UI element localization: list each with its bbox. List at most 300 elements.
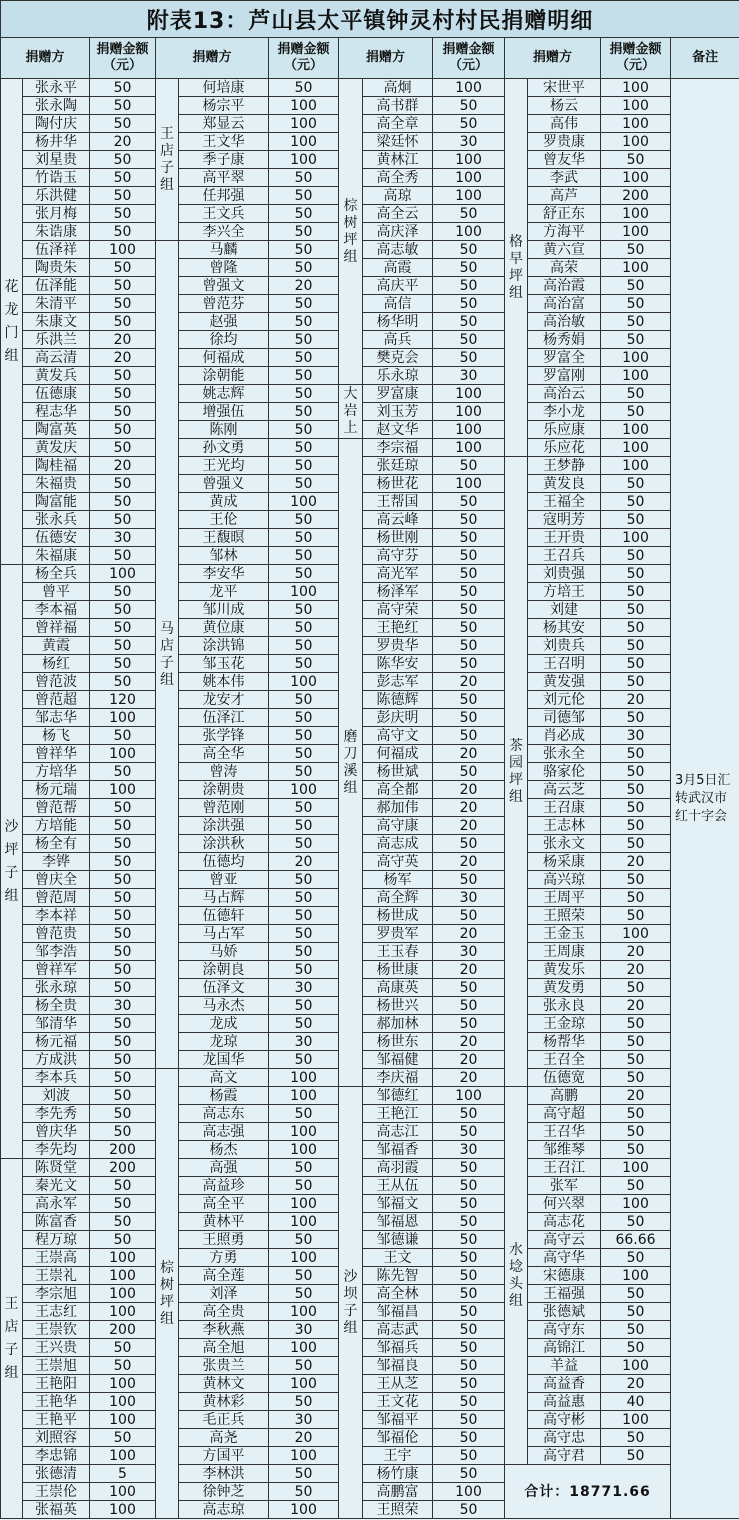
donation-amount: 50 <box>90 1051 156 1069</box>
header-amount-label: 捐赠金额 <box>442 42 495 57</box>
donation-amount: 50 <box>433 1447 505 1465</box>
donor-name: 王崇旭 <box>23 1357 90 1375</box>
donation-amount: 50 <box>269 79 339 97</box>
donor-name: 王志红 <box>23 1303 90 1321</box>
donation-amount: 100 <box>269 133 339 151</box>
donation-amount: 5 <box>90 1465 156 1483</box>
donation-amount: 100 <box>90 1267 156 1285</box>
donation-amount: 30 <box>269 1411 339 1429</box>
donor-name: 陈富香 <box>23 1213 90 1231</box>
donor-name: 陈刚 <box>179 421 269 439</box>
donor-name: 杨帮华 <box>528 1033 601 1051</box>
donation-amount: 50 <box>601 277 671 295</box>
donation-amount: 50 <box>433 1177 505 1195</box>
donor-name: 伍德安 <box>23 529 90 547</box>
donor-name: 高信 <box>363 295 433 313</box>
donation-amount: 50 <box>269 907 339 925</box>
donor-name: 马麟 <box>179 241 269 259</box>
donation-amount: 20 <box>90 133 156 151</box>
donor-name: 杨世花 <box>363 475 433 493</box>
donation-amount: 50 <box>269 169 339 187</box>
donor-name: 骆家伦 <box>528 763 601 781</box>
donor-name: 杨其安 <box>528 619 601 637</box>
donor-name: 高治富 <box>528 295 601 313</box>
table-row <box>1 259 739 277</box>
donation-amount: 50 <box>269 1267 339 1285</box>
donation-amount: 50 <box>601 511 671 529</box>
donor-name: 杨全有 <box>23 835 90 853</box>
donor-name: 肖必成 <box>528 727 601 745</box>
donor-name: 乐永琼 <box>363 367 433 385</box>
donation-amount: 50 <box>90 1339 156 1357</box>
donation-amount: 50 <box>433 1267 505 1285</box>
donor-name: 张德清 <box>23 1465 90 1483</box>
donor-name: 杨世斌 <box>363 763 433 781</box>
table-row <box>1 1195 739 1213</box>
donor-name: 孙文勇 <box>179 439 269 457</box>
table-row <box>1 1015 739 1033</box>
donation-amount: 50 <box>601 889 671 907</box>
donation-amount: 20 <box>433 1069 505 1087</box>
donation-amount: 50 <box>90 619 156 637</box>
donation-amount: 100 <box>269 97 339 115</box>
table-row <box>1 547 739 565</box>
donor-name: 朱福康 <box>23 547 90 565</box>
donation-amount: 50 <box>269 835 339 853</box>
donation-amount: 50 <box>90 763 156 781</box>
remark-note: 3月5日汇转武汉市红十字会 <box>671 79 739 1519</box>
donation-amount: 100 <box>433 223 505 241</box>
donation-amount: 50 <box>90 115 156 133</box>
table-row <box>1 1375 739 1393</box>
donor-name: 伍泽江 <box>179 709 269 727</box>
donation-amount: 50 <box>90 583 156 601</box>
donation-amount: 100 <box>601 925 671 943</box>
donor-name: 何福成 <box>179 349 269 367</box>
donation-amount: 50 <box>269 871 339 889</box>
donation-amount: 50 <box>433 565 505 583</box>
table-row <box>1 835 739 853</box>
donation-amount: 100 <box>269 1195 339 1213</box>
donation-amount: 50 <box>601 151 671 169</box>
donor-name: 方培能 <box>23 817 90 835</box>
donor-name: 李先秀 <box>23 1105 90 1123</box>
donation-amount: 50 <box>433 349 505 367</box>
donation-amount: 20 <box>601 961 671 979</box>
donor-name: 涂洪强 <box>179 817 269 835</box>
donor-name: 王梦静 <box>528 457 601 475</box>
donation-amount: 100 <box>433 385 505 403</box>
donation-amount: 100 <box>90 1501 156 1519</box>
donation-amount: 50 <box>269 709 339 727</box>
donor-name: 邹德红 <box>363 1087 433 1105</box>
donation-amount: 50 <box>90 1123 156 1141</box>
donation-amount: 50 <box>269 457 339 475</box>
table-row <box>1 1267 739 1285</box>
table-row <box>1 1411 739 1429</box>
donation-amount: 100 <box>433 1483 505 1501</box>
donor-name: 曾平 <box>23 583 90 601</box>
donor-name: 邹玉花 <box>179 655 269 673</box>
donation-amount: 30 <box>433 943 505 961</box>
header-amount-unit: （元） <box>102 58 142 73</box>
donor-name: 彭庆明 <box>363 709 433 727</box>
donation-amount: 20 <box>433 925 505 943</box>
donor-name: 朱清平 <box>23 295 90 313</box>
donation-amount: 50 <box>269 799 339 817</box>
donor-name: 乐应花 <box>528 439 601 457</box>
donor-name: 赵文华 <box>363 421 433 439</box>
donor-name: 王艳华 <box>23 1393 90 1411</box>
donation-amount: 50 <box>90 601 156 619</box>
table-row <box>1 907 739 925</box>
donor-name: 王召康 <box>528 799 601 817</box>
donor-name: 王崇伦 <box>23 1483 90 1501</box>
donation-amount: 50 <box>90 403 156 421</box>
donor-name: 黄位康 <box>179 619 269 637</box>
donor-name: 王艳江 <box>363 1105 433 1123</box>
donor-name: 黄发兵 <box>23 367 90 385</box>
donor-name: 曾范贵 <box>23 925 90 943</box>
donor-name: 高羽霞 <box>363 1159 433 1177</box>
donor-name: 李林洪 <box>179 1465 269 1483</box>
donation-amount: 50 <box>433 1303 505 1321</box>
donation-amount: 50 <box>433 619 505 637</box>
donor-name: 王文华 <box>179 133 269 151</box>
donor-name: 朱诰康 <box>23 223 90 241</box>
donor-name: 王照荣 <box>528 907 601 925</box>
donation-amount: 20 <box>601 691 671 709</box>
table-row <box>1 637 739 655</box>
donation-amount: 50 <box>601 583 671 601</box>
donation-amount: 50 <box>90 889 156 907</box>
donor-name: 王兴贵 <box>23 1339 90 1357</box>
donor-name: 邹福香 <box>363 1141 433 1159</box>
donor-name: 马永杰 <box>179 997 269 1015</box>
donation-amount: 20 <box>269 277 339 295</box>
group-label: 格早坪组 <box>505 79 528 457</box>
donor-name: 罗贵康 <box>528 133 601 151</box>
donor-name: 张永良 <box>528 997 601 1015</box>
donor-name: 曾庆华 <box>23 1123 90 1141</box>
donor-name: 王周康 <box>528 943 601 961</box>
donation-amount: 50 <box>433 1213 505 1231</box>
donor-name: 李安华 <box>179 565 269 583</box>
table-row <box>1 727 739 745</box>
donation-amount: 50 <box>90 1177 156 1195</box>
header-amount <box>269 38 339 79</box>
donation-amount: 30 <box>433 133 505 151</box>
donation-amount: 50 <box>90 1231 156 1249</box>
table-row <box>1 1465 739 1483</box>
table-row <box>1 241 739 259</box>
donation-amount: 30 <box>433 889 505 907</box>
donor-name: 何兴翠 <box>528 1195 601 1213</box>
donation-amount: 66.66 <box>601 1231 671 1249</box>
donation-amount: 50 <box>601 1447 671 1465</box>
table-row <box>1 1069 739 1087</box>
donor-name: 涂朝贵 <box>179 781 269 799</box>
donor-name: 曾范周 <box>23 889 90 907</box>
donor-name: 宋德康 <box>528 1267 601 1285</box>
donation-amount: 50 <box>269 313 339 331</box>
donor-name: 高治敏 <box>528 313 601 331</box>
donation-amount: 50 <box>433 331 505 349</box>
donation-amount: 50 <box>269 763 339 781</box>
table-row <box>1 1087 739 1105</box>
donation-amount: 50 <box>601 601 671 619</box>
donation-amount: 50 <box>269 727 339 745</box>
donor-name: 高志琼 <box>179 1501 269 1519</box>
donor-name: 刘贵兵 <box>528 637 601 655</box>
donation-amount: 100 <box>601 1195 671 1213</box>
donation-amount: 50 <box>90 1087 156 1105</box>
donor-name: 王文花 <box>363 1393 433 1411</box>
donor-name: 乐应康 <box>528 421 601 439</box>
table-row <box>1 889 739 907</box>
donation-amount: 50 <box>90 313 156 331</box>
donor-name: 王伦 <box>179 511 269 529</box>
donation-amount: 50 <box>90 295 156 313</box>
group-label: 磨刀溪组 <box>339 439 363 1087</box>
donation-amount: 100 <box>269 1447 339 1465</box>
donation-amount: 50 <box>433 115 505 133</box>
header-donor: 捐赠方 <box>505 38 601 79</box>
donation-amount: 50 <box>90 727 156 745</box>
donation-amount: 100 <box>269 151 339 169</box>
donation-amount: 50 <box>90 151 156 169</box>
table-row <box>1 493 739 511</box>
donation-amount: 100 <box>601 457 671 475</box>
donation-amount: 50 <box>601 493 671 511</box>
donor-name: 涂朝良 <box>179 961 269 979</box>
donor-name: 增强伍 <box>179 403 269 421</box>
donor-name: 杨杰 <box>179 1141 269 1159</box>
donation-amount: 50 <box>601 1285 671 1303</box>
donor-name: 王召华 <box>528 1123 601 1141</box>
donor-name: 邹德谦 <box>363 1231 433 1249</box>
table-row <box>1 1249 739 1267</box>
donor-name: 黄林彩 <box>179 1393 269 1411</box>
donor-name: 曾范芬 <box>179 295 269 313</box>
donor-name: 曾强文 <box>179 277 269 295</box>
group-label: 大岩上 <box>339 385 363 439</box>
donation-amount: 100 <box>90 241 156 259</box>
donation-amount: 50 <box>601 799 671 817</box>
donation-amount: 100 <box>269 1213 339 1231</box>
donor-name: 龙平 <box>179 583 269 601</box>
table-row <box>1 673 739 691</box>
donor-name: 高守英 <box>363 853 433 871</box>
donor-name: 伍德轩 <box>179 907 269 925</box>
donor-name: 高强 <box>179 1159 269 1177</box>
donor-name: 杨泽军 <box>363 583 433 601</box>
donor-name: 龙琼 <box>179 1033 269 1051</box>
donor-name: 羊益 <box>528 1357 601 1375</box>
donation-amount: 20 <box>90 457 156 475</box>
header-row <box>1 38 739 79</box>
donation-amount: 50 <box>269 925 339 943</box>
table-row <box>1 1393 739 1411</box>
donation-amount: 100 <box>433 439 505 457</box>
donation-amount: 50 <box>269 1159 339 1177</box>
donation-amount: 50 <box>601 1123 671 1141</box>
donor-name: 杨军 <box>363 871 433 889</box>
donation-amount: 50 <box>269 529 339 547</box>
donation-amount: 50 <box>601 313 671 331</box>
donor-name: 高全平 <box>179 1195 269 1213</box>
donor-name: 杨全贵 <box>23 997 90 1015</box>
donation-amount: 100 <box>601 1267 671 1285</box>
donation-amount: 100 <box>90 1303 156 1321</box>
donation-amount: 50 <box>601 979 671 997</box>
donor-name: 王从芝 <box>363 1375 433 1393</box>
donation-amount: 100 <box>269 781 339 799</box>
donor-name: 杨采康 <box>528 853 601 871</box>
table-row <box>1 817 739 835</box>
table-row <box>1 115 739 133</box>
donor-name: 高霞 <box>363 259 433 277</box>
donation-amount: 40 <box>601 1393 671 1411</box>
donor-name: 高全华 <box>179 745 269 763</box>
donation-amount: 50 <box>601 1177 671 1195</box>
donation-amount: 50 <box>433 583 505 601</box>
donation-amount: 30 <box>90 997 156 1015</box>
donor-name: 李庆福 <box>363 1069 433 1087</box>
donation-amount: 50 <box>601 1069 671 1087</box>
donor-name: 陈先智 <box>363 1267 433 1285</box>
donation-amount: 50 <box>269 187 339 205</box>
donation-amount: 50 <box>90 1357 156 1375</box>
donor-name: 黄发乐 <box>528 961 601 979</box>
donation-amount: 50 <box>433 1159 505 1177</box>
table-row <box>1 925 739 943</box>
donation-amount: 50 <box>269 331 339 349</box>
donation-amount: 50 <box>601 1051 671 1069</box>
donation-amount: 50 <box>433 835 505 853</box>
donation-amount: 100 <box>601 439 671 457</box>
donation-amount: 20 <box>433 781 505 799</box>
donor-name: 王开贵 <box>528 529 601 547</box>
donation-amount: 50 <box>90 1429 156 1447</box>
donor-name: 伍德宽 <box>528 1069 601 1087</box>
donation-amount: 50 <box>90 835 156 853</box>
donation-amount: 50 <box>601 745 671 763</box>
donation-amount: 50 <box>433 457 505 475</box>
table-row <box>1 709 739 727</box>
donation-amount: 50 <box>433 871 505 889</box>
donation-amount: 50 <box>433 1249 505 1267</box>
donor-name: 张德斌 <box>528 1303 601 1321</box>
donor-name: 杨红 <box>23 655 90 673</box>
donation-amount: 50 <box>90 673 156 691</box>
donation-amount: 50 <box>601 673 671 691</box>
donation-amount: 50 <box>269 961 339 979</box>
table-row <box>1 583 739 601</box>
donation-amount: 50 <box>601 1033 671 1051</box>
donor-name: 曾强义 <box>179 475 269 493</box>
donor-name: 曾范波 <box>23 673 90 691</box>
donor-name: 涂洪秋 <box>179 835 269 853</box>
donation-amount: 50 <box>601 907 671 925</box>
donation-amount: 50 <box>269 349 339 367</box>
table-row <box>1 1339 739 1357</box>
donor-name: 张永陶 <box>23 97 90 115</box>
donation-amount: 50 <box>90 1069 156 1087</box>
table-row <box>1 313 739 331</box>
donation-amount: 50 <box>269 817 339 835</box>
donor-name: 高庆泽 <box>363 223 433 241</box>
donor-name: 黄发庆 <box>23 439 90 457</box>
donor-name: 高全莲 <box>179 1267 269 1285</box>
donor-name: 何福成 <box>363 745 433 763</box>
donor-name: 高书群 <box>363 97 433 115</box>
donation-amount: 50 <box>90 511 156 529</box>
donor-name: 王召全 <box>528 1051 601 1069</box>
donor-name: 高芦 <box>528 187 601 205</box>
donor-name: 秦光文 <box>23 1177 90 1195</box>
donation-amount: 100 <box>90 1393 156 1411</box>
donor-name: 王照勇 <box>179 1231 269 1249</box>
donor-name: 高炯 <box>363 79 433 97</box>
donor-name: 杨宗平 <box>179 97 269 115</box>
donor-name: 程万琼 <box>23 1231 90 1249</box>
donation-amount: 50 <box>601 817 671 835</box>
donor-name: 姚志辉 <box>179 385 269 403</box>
donation-amount: 50 <box>269 691 339 709</box>
donation-amount: 50 <box>269 1015 339 1033</box>
donation-amount: 50 <box>90 655 156 673</box>
donation-amount: 50 <box>601 331 671 349</box>
table-row <box>1 1177 739 1195</box>
donor-name: 黄林江 <box>363 151 433 169</box>
donation-amount: 50 <box>269 547 339 565</box>
donor-name: 赵强 <box>179 313 269 331</box>
donation-amount: 50 <box>90 223 156 241</box>
donation-amount: 50 <box>90 853 156 871</box>
donation-amount: 100 <box>601 169 671 187</box>
donor-name: 罗贵军 <box>363 925 433 943</box>
donor-name: 王志林 <box>528 817 601 835</box>
donation-amount: 20 <box>433 1051 505 1069</box>
donation-amount: 30 <box>269 979 339 997</box>
donation-amount: 50 <box>90 943 156 961</box>
donor-name: 张永平 <box>23 79 90 97</box>
donation-amount: 50 <box>601 1303 671 1321</box>
donation-amount: 100 <box>90 745 156 763</box>
donor-name: 朱福贵 <box>23 475 90 493</box>
donation-rows <box>1 79 739 1519</box>
donation-amount: 30 <box>90 529 156 547</box>
donation-amount: 100 <box>433 475 505 493</box>
donation-amount: 50 <box>601 1105 671 1123</box>
table-row <box>1 1447 739 1465</box>
table-row <box>1 79 739 97</box>
donation-amount: 50 <box>433 907 505 925</box>
donation-amount: 200 <box>90 1159 156 1177</box>
donation-amount: 50 <box>433 1123 505 1141</box>
donor-name: 黄林平 <box>179 1213 269 1231</box>
donation-amount: 100 <box>601 1411 671 1429</box>
donor-name: 高守彬 <box>528 1411 601 1429</box>
donor-name: 邹林 <box>179 547 269 565</box>
donor-name: 高云清 <box>23 349 90 367</box>
donation-amount: 50 <box>90 475 156 493</box>
donor-name: 高守华 <box>528 1249 601 1267</box>
table-row <box>1 961 739 979</box>
donation-amount: 100 <box>601 115 671 133</box>
donation-amount: 100 <box>601 1357 671 1375</box>
